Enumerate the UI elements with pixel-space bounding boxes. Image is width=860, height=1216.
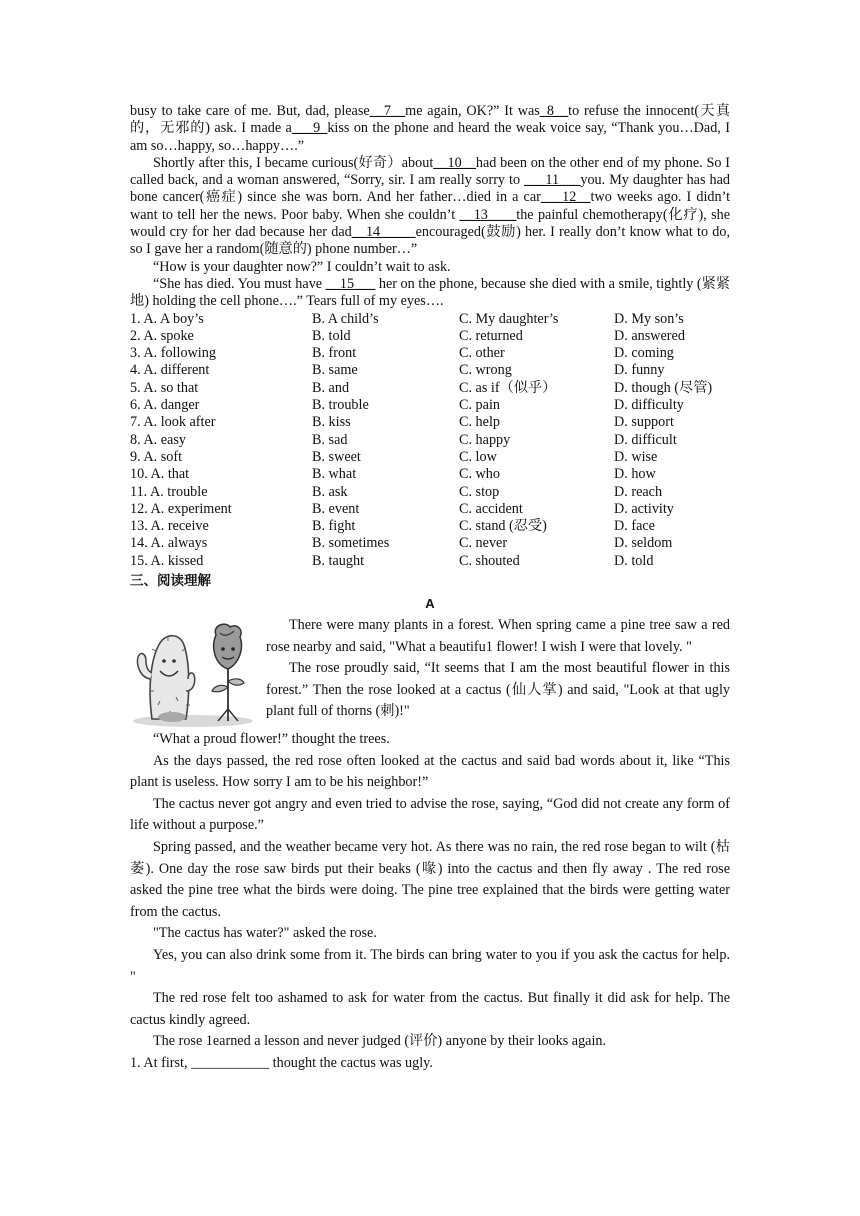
option-row — [130, 414, 730, 431]
option-b: B. ask — [312, 483, 348, 500]
option-c: C. never — [459, 535, 508, 552]
option-d: D. activity — [614, 500, 674, 517]
option-c: C. stop — [459, 483, 500, 500]
option-b: B. sweet — [312, 448, 361, 465]
cloze-paragraph-2: Shortly after this, I became curious(好奇）about__10__had been on the other end of my phone. So I called back, and a woman answered, “Sorry, sir. I am really sorry to ___11___you. My daughter has had bone cancer(癌症) since she was born. And her father…died in a car___12__two weeks ago. I didn’t want to tell her the news. Poor baby. When she couldn’t __13____the painful chemotherapy(化疗), she would cry for her dad because her dad__14_____encouraged(鼓励) her. I really don’t know what to do, so I gave her a random(随意的) phone number…” — [130, 154, 731, 258]
option-c: C. happy — [459, 431, 511, 448]
option-d: D. answered — [614, 327, 685, 344]
option-row — [130, 466, 730, 483]
option-d: D. My son’s — [614, 310, 684, 327]
option-c: C. help — [459, 414, 500, 431]
option-d: D. how — [614, 466, 656, 483]
option-a: 2. A. spoke — [130, 327, 194, 344]
option-b: B. what — [312, 466, 357, 483]
story-paragraph: Spring passed, and the weather became very hot. As there was no rain, the red rose began to wilt (枯萎). One day the rose saw birds put their beaks (喙) into the cactus and then fly away . The red rose asked the pine tree what the birds were doing. The pine tree explained that the birds were getting water from the cactus. — [130, 838, 730, 920]
option-a: 14. A. always — [130, 535, 208, 552]
option-row — [130, 484, 730, 501]
story-paragraph: There were many plants in a forest. When spring came a pine tree saw a red rose nearby and said, "What a beautifu1 flower! I wish I were that lovely. " — [266, 617, 730, 655]
option-row — [130, 432, 730, 449]
option-row — [130, 362, 730, 379]
option-c: C. who — [459, 466, 500, 483]
cactus-icon — [138, 636, 195, 722]
story-paragraph: The cactus never got angry and even tried to advise the rose, saying, “God did not create any form of life without a purpose.” — [130, 795, 730, 834]
option-row — [130, 397, 730, 414]
option-row — [130, 449, 730, 466]
story-paragraph: "The cactus has water?" asked the rose. — [153, 925, 377, 942]
option-a: 15. A. kissed — [130, 552, 204, 569]
story-paragraph: The red rose felt too ashamed to ask for water from the cactus. But finally it did ask for help. The cactus kindly agreed. — [130, 990, 730, 1028]
cactus-and-rose-illustration — [130, 621, 256, 729]
answer-options — [130, 311, 730, 570]
option-row — [130, 535, 730, 552]
option-b: B. sad — [312, 431, 348, 448]
option-b: B. taught — [312, 552, 365, 569]
blank-13: __13____ — [459, 206, 517, 223]
passage-intro — [130, 615, 730, 729]
option-row — [130, 345, 730, 362]
option-row — [130, 311, 730, 328]
option-b: B. sometimes — [312, 535, 390, 552]
story-paragraph: The rose proudly said, “It seems that I am the most beautiful flower in this forest.” Then the rose looked at a cactus (仙人掌) and said, "Look at that ugly plant full of thorns (刺)!" — [266, 660, 730, 720]
cloze-paragraph-3: “How is your daughter now?” I couldn’t wait to ask. — [153, 258, 451, 275]
story-paragraph: The rose 1earned a lesson and never judged (评价) anyone by their looks again. — [153, 1033, 607, 1050]
worksheet-page — [130, 103, 730, 1075]
blank-8: _8__ — [539, 103, 569, 119]
option-a: 13. A. receive — [130, 518, 209, 535]
option-a: 12. A. experiment — [130, 500, 232, 517]
passage-title: A — [425, 596, 435, 612]
option-b: B. kiss — [312, 414, 351, 431]
option-row — [130, 518, 730, 535]
story-paragraph: As the days passed, the red rose often looked at the cactus and said bad words about it, like “This plant is useless. How sorry I am to be his neighbor!” — [130, 752, 730, 791]
option-d: D. wise — [614, 448, 658, 465]
option-row — [130, 553, 730, 570]
option-c: C. wrong — [459, 362, 512, 379]
story-paragraph: Yes, you can also drink some from it. The birds can bring water to you if you ask the cactus for help. " — [130, 946, 730, 985]
option-c: C. My daughter’s — [459, 310, 559, 327]
option-a: 4. A. different — [130, 362, 210, 379]
option-b: B. told — [312, 327, 351, 344]
option-row — [130, 501, 730, 518]
option-a: 10. A. that — [130, 466, 190, 483]
blank-10: __10__ — [433, 154, 476, 171]
blank-12: ___12__ — [540, 189, 591, 206]
option-row — [130, 328, 730, 345]
option-c: C. pain — [459, 397, 500, 414]
option-d: D. coming — [614, 345, 674, 362]
rose-icon — [212, 624, 244, 721]
option-b: B. event — [312, 500, 360, 517]
option-row — [130, 380, 730, 397]
option-a: 6. A. danger — [130, 397, 200, 414]
option-b: B. A child’s — [312, 310, 379, 327]
blank-11: ___11___ — [524, 172, 581, 189]
option-d: D. reach — [614, 483, 663, 500]
option-a: 7. A. look after — [130, 414, 216, 431]
option-d: D. difficult — [614, 431, 677, 448]
cloze-paragraph-1: busy to take care of me. But, dad, please__7__me again, OK?” It was_8__to refuse the innocent(天真的，无邪的) ask. I made a___9_kiss on the phone and heard the weak voice say, “Thank you…Dad, I am so…happy, so…happy….” — [130, 103, 731, 154]
option-c: C. as if（似乎） — [459, 379, 557, 396]
blank-15: __15___ — [325, 275, 376, 292]
option-a: 3. A. following — [130, 345, 216, 362]
option-b: B. same — [312, 362, 358, 379]
blank-7: __7__ — [369, 103, 406, 119]
option-d: D. funny — [614, 362, 665, 379]
option-c: C. accident — [459, 500, 523, 517]
option-c: C. other — [459, 345, 505, 362]
blank-9: ___9_ — [291, 120, 328, 137]
option-c: C. stand (忍受) — [459, 518, 547, 535]
option-b: B. fight — [312, 518, 356, 535]
option-c: C. low — [459, 448, 497, 465]
section-heading: 三、阅读理解 — [130, 573, 211, 590]
option-b: B. and — [312, 379, 350, 396]
option-d: D. face — [614, 518, 655, 535]
option-d: D. seldom — [614, 535, 673, 552]
cloze-paragraph-4: “She has died. You must have __15___ her on the phone, because she died with a smile, tightly (紧紧地) holding the cell phone….” Tears full of my eyes…. — [130, 275, 731, 310]
option-a: 1. A. A boy’s — [130, 310, 204, 327]
option-c: C. returned — [459, 327, 523, 344]
option-a: 11. A. trouble — [130, 483, 208, 500]
option-c: C. shouted — [459, 552, 520, 569]
option-a: 5. A. so that — [130, 379, 199, 396]
blank-14: __14_____ — [351, 224, 416, 241]
option-b: B. trouble — [312, 397, 369, 414]
story-paragraph: “What a proud flower!” thought the trees. — [153, 731, 390, 748]
option-d: D. though (尽管) — [614, 379, 713, 396]
option-d: D. support — [614, 414, 674, 431]
option-d: D. difficulty — [614, 397, 684, 414]
option-d: D. told — [614, 552, 654, 569]
option-a: 9. A. soft — [130, 448, 183, 465]
option-a: 8. A. easy — [130, 431, 186, 448]
option-b: B. front — [312, 345, 357, 362]
question-1: 1. At first, ___________ thought the cactus was ugly. — [130, 1054, 433, 1071]
